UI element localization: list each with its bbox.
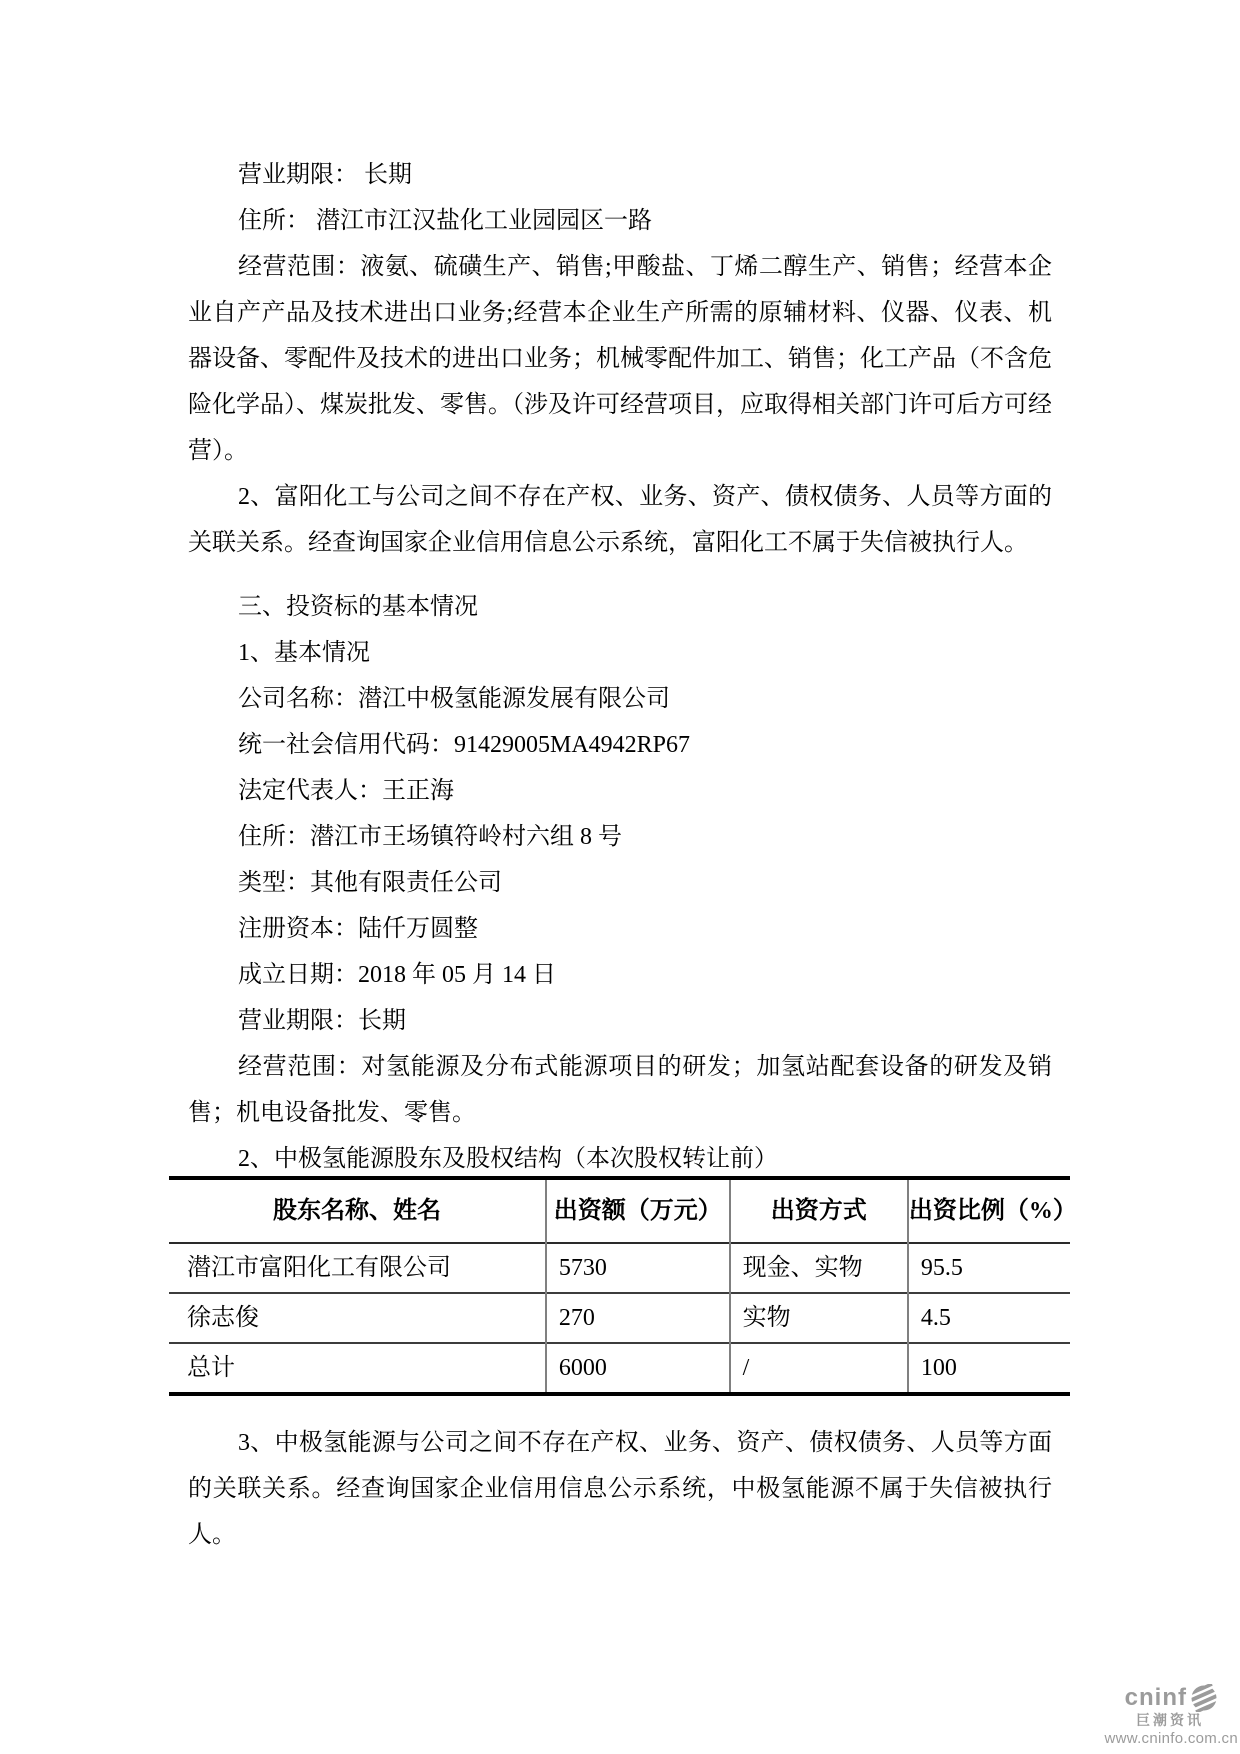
table-header-cell: 股东名称、姓名 [169,1178,546,1243]
item-2-heading: 2、中极氢能源股东及股权结构（本次股权转让前） [238,1146,778,1172]
table-cell: 徐志俊 [169,1293,546,1343]
table-row [169,1343,1070,1394]
table-cell: / [730,1343,908,1394]
company-type-line: 类型：其他有限责任公司 [238,870,502,896]
table-row [169,1243,1070,1293]
zhongji-relationship-paragraph: 3、中极氢能源与公司之间不存在产权、业务、资产、债权债务、人员等方面的关联关系。经查询国家企业信用信息公示系统，中极氢能源不属于失信被执行人。 [188,1430,1052,1548]
table-header-cell: 出资比例（%） [908,1198,1077,1224]
address-line: 住所： 潜江市江汉盐化工业园园区一路 [238,208,652,234]
business-term-line: 营业期限： 长期 [238,162,412,188]
establishment-date-line: 成立日期：2018 年 05 月 14 日 [238,962,556,988]
item-1-heading: 1、基本情况 [238,640,370,666]
cninfo-brand-row [1105,1684,1238,1712]
cninfo-brand-text: cninf [1124,1684,1187,1711]
table-cell: 实物 [730,1293,908,1343]
table-cell: 总计 [169,1343,546,1394]
business-scope-paragraph-2: 经营范围：对氢能源及分布式能源项目的研发；加氢站配套设备的研发及销售；机电设备批发、零售。 [188,1054,1052,1126]
section-3-heading: 三、投资标的基本情况 [238,594,478,620]
cninfo-url: www.cninfo.com.cn [1104,1730,1238,1747]
table-header-cell: 出资方式 [730,1178,908,1243]
business-scope-paragraph: 经营范围：液氨、硫磺生产、销售;甲酸盐、丁烯二醇生产、销售；经营本企业自产产品及技术进出口业务;经营本企业生产所需的原辅材料、仪器、仪表、机器设备、零配件及技术的进出口业务；机械零配件加工、销售；化工产品（不含危险化学品）、煤炭批发、零售。（涉及许可经营项目，应取得相关部门许可后方可经营）。 [188,254,1052,464]
shareholding-structure-table [169,1176,1077,1396]
document-content [187,152,1077,1558]
table-cell: 270 [546,1293,730,1343]
table-cell: 5730 [546,1243,730,1293]
table-header-row [169,1178,1070,1243]
table-cell: 6000 [546,1343,730,1394]
table-cell: 潜江市富阳化工有限公司 [169,1243,546,1293]
table-cell: 95.5 [908,1243,1070,1293]
company-address-line: 住所：潜江市王场镇符岭村六组 8 号 [238,824,622,850]
registered-capital-line: 注册资本：陆仟万圆整 [238,916,478,942]
table-cell: 100 [908,1343,1070,1394]
fuyang-relationship-paragraph: 2、富阳化工与公司之间不存在产权、业务、资产、债权债务、人员等方面的关联关系。经查询国家企业信用信息公示系统，富阳化工不属于失信被执行人。 [188,484,1052,556]
legal-representative-line: 法定代表人：王正海 [238,778,454,804]
table-cell: 4.5 [908,1293,1070,1343]
credit-code-line: 统一社会信用代码：91429005MA4942RP67 [238,732,691,758]
company-name-line: 公司名称：潜江中极氢能源发展有限公司 [238,686,670,712]
business-term-line-2: 营业期限：长期 [238,1008,406,1034]
cninfo-watermark [1105,1684,1238,1746]
cninfo-subtitle: 巨潮资讯 [1136,1712,1204,1728]
cninfo-swirl-logo-icon [1190,1684,1218,1712]
table-row [169,1293,1070,1343]
table-header-cell: 出资额（万元） [546,1178,730,1243]
table-cell: 现金、实物 [730,1243,908,1293]
